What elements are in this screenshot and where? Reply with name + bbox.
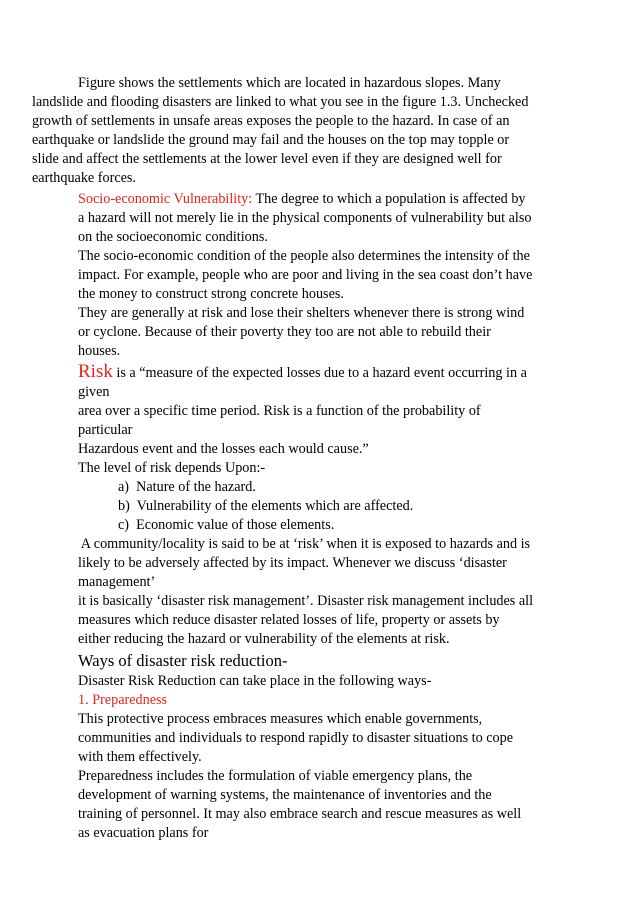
risk-first-line <box>78 362 527 383</box>
risk-heading: Risk <box>78 361 113 382</box>
community-line: either reducing the hazard or vulnerability of the elements at risk. <box>78 631 450 647</box>
socio-line: a hazard will not merely lie in the physical components of vulnerability but also <box>78 210 532 226</box>
preparedness-line: This protective process embraces measures which enable governments, <box>78 711 483 727</box>
intro-line: landslide and flooding disasters are linked to what you see in the figure 1.3. Unchecked <box>32 94 529 110</box>
community-line: A community/locality is said to be at ‘risk’ when it is exposed to hazards and is <box>78 536 531 552</box>
ways-heading: Ways of disaster risk reduction- <box>78 651 288 670</box>
intro-line: Figure shows the settlements which are located in hazardous slopes. Many <box>78 75 501 91</box>
socio-line: impact. For example, people who are poor and living in the sea coast don’t have <box>78 267 533 283</box>
socio-heading: Socio-economic Vulnerability: <box>78 191 253 207</box>
socio-line: houses. <box>78 343 121 359</box>
socio-line: The socio-economic condition of the people also determines the intensity of the <box>78 248 530 264</box>
preparedness-line: training of personnel. It may also embrace search and rescue measures as well <box>78 806 522 822</box>
preparedness-line: as evacuation plans for <box>78 825 209 841</box>
community-line: likely to be adversely affected by its impact. Whenever we discuss ‘disaster <box>78 555 507 571</box>
risk-list-item: a) Nature of the hazard. <box>118 479 256 495</box>
ways-intro: Disaster Risk Reduction can take place in the following ways- <box>78 673 432 689</box>
risk-line: particular <box>78 422 133 438</box>
community-line: it is basically ‘disaster risk management’. Disaster risk management includes all <box>78 593 534 609</box>
risk-line: The level of risk depends Upon:- <box>78 460 266 476</box>
socio-line: or cyclone. Because of their poverty they too are not able to rebuild their <box>78 324 491 340</box>
preparedness-line: Preparedness includes the formulation of viable emergency plans, the <box>78 768 473 784</box>
socio-line: They are generally at risk and lose their shelters whenever there is strong wind <box>78 305 525 321</box>
community-line: management’ <box>78 574 156 590</box>
intro-line: slide and affect the settlements at the lower level even if they are designed well for <box>32 151 502 167</box>
preparedness-line: communities and individuals to respond rapidly to disaster situations to cope <box>78 730 514 746</box>
risk-list-item: c) Economic value of those elements. <box>118 517 335 533</box>
risk-line: given <box>78 384 110 400</box>
intro-line: growth of settlements in unsafe areas exposes the people to the hazard. In case of an <box>32 113 510 129</box>
intro-line: earthquake forces. <box>32 170 136 186</box>
community-line: measures which reduce disaster related losses of life, property or assets by <box>78 612 500 628</box>
risk-first-text: is a “measure of the expected losses due to a hazard event occurring in a <box>112 365 527 381</box>
risk-list-item: b) Vulnerability of the elements which are affected. <box>118 498 414 514</box>
risk-line: area over a specific time period. Risk is a function of the probability of <box>78 403 481 419</box>
socio-first-text: The degree to which a population is affected by <box>252 191 526 207</box>
preparedness-line: development of warning systems, the maintenance of inventories and the <box>78 787 492 803</box>
socio-line: the money to construct strong concrete houses. <box>78 286 344 302</box>
preparedness-heading: 1. Preparedness <box>78 692 168 708</box>
socio-first-line <box>78 190 526 209</box>
preparedness-line: with them effectively. <box>78 749 202 765</box>
risk-line: Hazardous event and the losses each would cause.” <box>78 441 369 457</box>
intro-line: earthquake or landslide the ground may fail and the houses on the top may topple or <box>32 132 510 148</box>
socio-line: on the socioeconomic conditions. <box>78 229 268 245</box>
